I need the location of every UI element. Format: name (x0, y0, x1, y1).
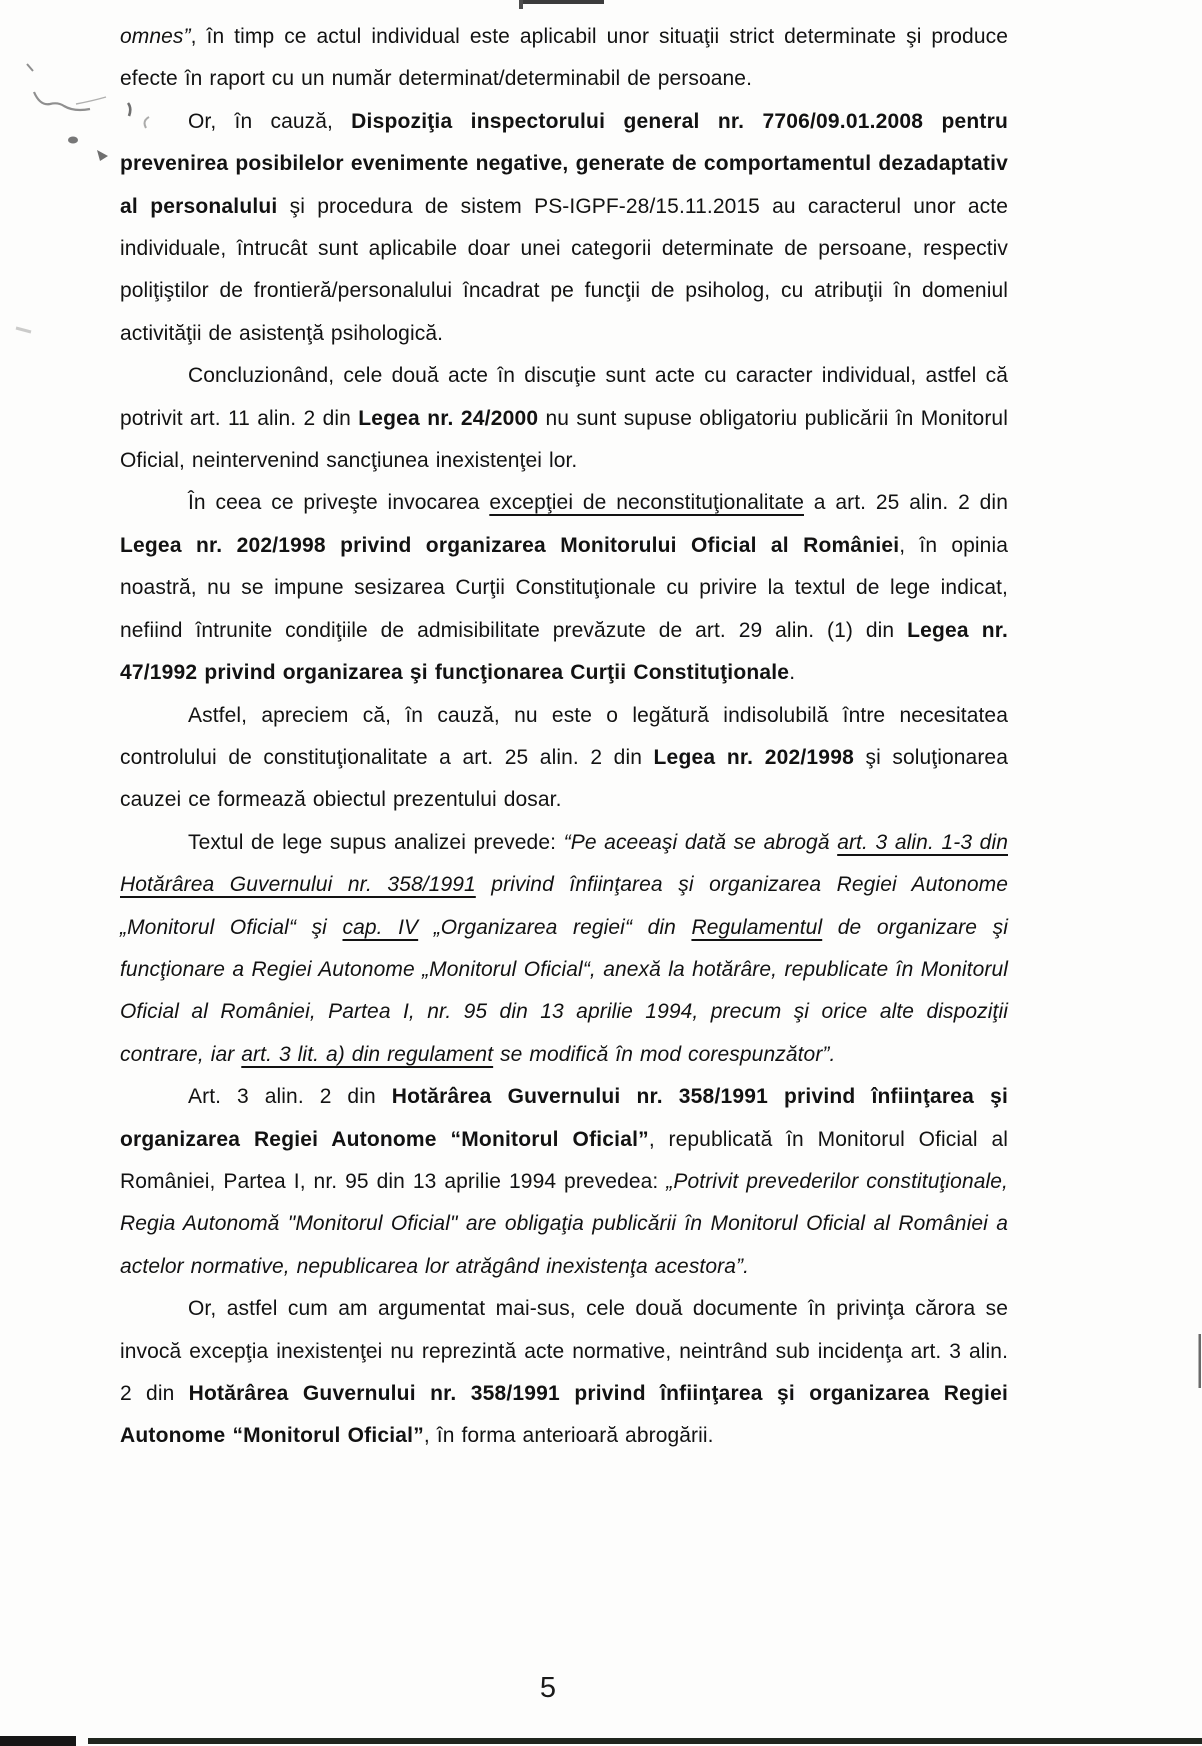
text-segment: , în timp ce actul individual este aplicabil unor situaţii strict determinate şi produce efecte în raport cu un număr determinat/determinabil de persoane. (120, 25, 1008, 91)
text-segment: şi procedura de sistem PS-IGPF-28/15.11.2015 au caracterul unor acte individuale, întrucât sunt aplicabile doar unei categorii determinate de persoane, respectiv poliţiştilor de frontieră/personalului încadrat pe funcţii de psiholog, cu atribuţii în domeniul activităţii de asistenţă psihologică. (120, 194, 1008, 345)
text-segment: Or, astfel cum am argumentat mai-sus, cele două documente în privinţa cărora se invocă excepţia inexistenţei nu reprezintă acte normative, neintrând sub incidenţa art. 3 alin. 2 din (120, 1297, 1008, 1405)
paragraph (120, 101, 1008, 355)
text-segment: a art. 25 alin. 2 din (803, 491, 1008, 515)
top-edge-mark (519, 0, 604, 9)
page-number: 5 (539, 1672, 557, 1704)
text-segment: „Organizarea regiei“ din (418, 915, 692, 939)
text-segment: se modifică în mod corespunzător”. (493, 1042, 836, 1066)
text-segment: cap. IV (342, 915, 419, 939)
text-segment: de organizare şi funcţionare a Regiei Autonome „Monitorul Oficial“, anexă la hotărâre, republicate în Monitorul Oficial al României, Partea I, nr. 95 din 13 aprilie 1994, precum şi orice alte dispoziţii contrare, iar (120, 915, 1008, 1066)
text-segment: , în opinia noastră, nu se impune sesizarea Curţii Constituţionale cu privire la textul de lege indicat, nefiind întrunite condiţiile de admisibilitate prevăzute de art. 29 alin. (1) din (120, 533, 1008, 642)
text-segment: Art. 3 alin. 2 din (188, 1085, 392, 1109)
text-segment: omnes” (120, 25, 191, 48)
text-segment: În ceea ce priveşte invocarea (188, 491, 490, 515)
text-segment: Legea nr. 202/1998 privind organizarea Monitorului Oficial al României (120, 533, 900, 557)
text-segment: Astfel, apreciem că, în cauză, nu este o legătură indisolubilă între necesitatea controlului de constituţionalitate a art. 25 alin. 2 din (120, 703, 1008, 769)
text-segment: şi soluţionarea cauzei ce formează obiectul prezentului dosar. (120, 745, 1008, 812)
text-segment: Regulamentul (691, 915, 823, 939)
text-segment: privind înfiinţarea şi organizarea Regiei Autonome „Monitorul Oficial“ şi (120, 873, 1009, 939)
text-segment: “Pe aceeaşi dată se abrogă (563, 830, 838, 854)
paragraph (120, 1076, 1008, 1288)
paragraph (120, 1288, 1008, 1458)
text-segment: art. 3 lit. a) din regulament (241, 1042, 494, 1066)
document-body (120, 16, 1008, 1458)
text-segment: Concluzionând, cele două acte în discuţie sunt acte cu caracter individual, astfel că potrivit art. 11 alin. 2 din (120, 364, 1008, 430)
text-segment: Dispoziţia inspectorului general nr. 7706/09.01.2008 pentru prevenirea posibilelor evenimente negative, generate de comportamentul dezadaptativ al personalului (120, 109, 1008, 218)
text-segment: Or, în cauză, (188, 109, 352, 133)
paragraph (120, 695, 1008, 822)
text-segment: Hotărârea Guvernului nr. 358/1991 privind înfiinţarea şi organizarea Regiei Autonome “Monitorul Oficial” (120, 1382, 1008, 1448)
right-edge-line (1199, 1334, 1202, 1388)
paragraph (120, 822, 1008, 1076)
text-segment: excepţiei de neconstituţionalitate (489, 491, 804, 515)
text-segment: , republicată în Monitorul Oficial al României, Partea I, nr. 95 din 13 aprilie 1994 prevedea: (120, 1127, 1008, 1193)
bottom-edge-bar (0, 1736, 1202, 1746)
paragraph (120, 16, 1008, 101)
text-segment: Hotărârea Guvernului nr. 358/1991 privind înfiinţarea şi organizarea Regiei Autonome “Monitorul Oficial” (120, 1085, 1008, 1151)
paragraph (120, 482, 1008, 694)
paragraph (120, 355, 1008, 482)
text-segment: art. 3 alin. 1-3 din Hotărârea Guvernului nr. 358/1991 (120, 830, 1008, 897)
text-segment: Legea nr. 202/1998 (653, 745, 854, 769)
text-segment: . (789, 661, 796, 685)
text-segment: , în forma anterioară abrogării. (423, 1424, 714, 1448)
text-segment: Legea nr. 24/2000 (358, 406, 539, 430)
text-segment: Textul de lege supus analizei prevede: (188, 830, 564, 854)
text-segment: Legea nr. 47/1992 privind organizarea şi funcţionarea Curţii Constituţionale (120, 618, 1008, 685)
text-segment: nu sunt supuse obligatoriu publicării în Monitorul Oficial, neintervenind sancţiunea inexistenţei lor. (120, 406, 1008, 473)
text-segment: „Potrivit prevederilor constituţionale, Regia Autonomă "Monitorul Oficial" are obligaţia publicării în Monitorul Oficial al României a actelor normative, nepublicarea lor atrăgând inexistenţa acestora”. (120, 1169, 1008, 1278)
